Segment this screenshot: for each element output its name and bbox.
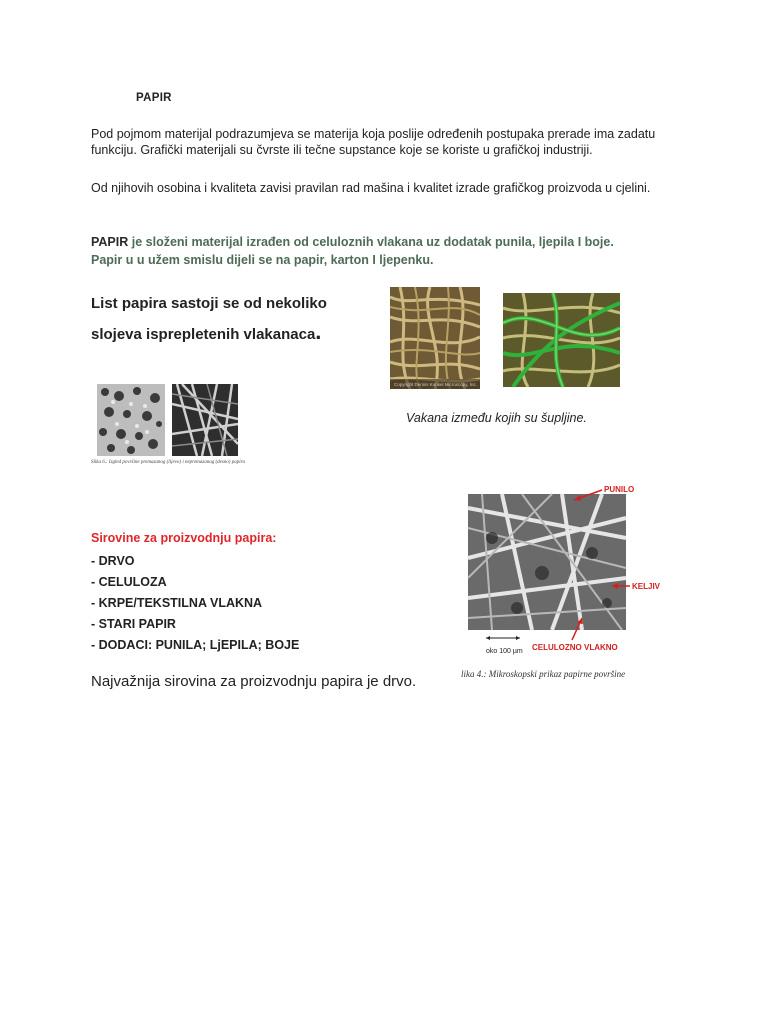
sirovine-title: Sirovine za proizvodnju papira: <box>91 531 277 545</box>
list-item: - DRVO <box>91 554 135 568</box>
papir-types-line: Papir u u užem smislu dijeli se na papir, karton I ljepenku. <box>91 253 434 268</box>
uncoated-paper-image <box>172 384 238 456</box>
list-item: - KRPE/TEKSTILNA VLAKNA <box>91 596 263 610</box>
list-papira-dot: . <box>315 319 322 344</box>
intro-line-2: funkciju. Grafički materijali su čvrste ili tečne supstance koje se koriste u grafičkoj industriji. <box>91 143 593 158</box>
fiber-caption: Vakana između kojih su šupljine. <box>406 411 587 425</box>
intro-line-1: Pod pojmom materijal podrazumjeva se materija koja poslije određenih postupaka prerade ima zadatu <box>91 127 656 141</box>
scale-label: oko 100 µm <box>486 648 523 655</box>
intro-paragraph-2: Od njihovih osobina i kvaliteta zavisi pravilan rad mašina i kvalitet izrade grafičkog proizvoda u cjelini. <box>91 181 651 195</box>
fiber-image-watermark: Copyright Dennis Kunkel Microscopy, Inc. <box>394 382 477 387</box>
microscope-caption: lika 4.: Mikroskopski prikaz papirne površine <box>461 669 626 679</box>
sirovine-list <box>91 551 299 656</box>
page-title: PAPIR <box>136 92 172 104</box>
fiber-image-tan <box>390 287 480 389</box>
coated-paper-image <box>97 384 165 456</box>
label-celulozno-vlakno: CELULOZNO VLAKNO <box>532 643 618 652</box>
intro-paragraph <box>91 126 691 159</box>
list-item: - CELULOZA <box>91 575 167 589</box>
list-item: - DODACI: PUNILA; LjEPILA; BOJE <box>91 638 300 652</box>
papir-definition <box>91 233 691 269</box>
list-papira-text <box>91 288 327 350</box>
papir-definition-text: je složeni materijal izrađen od celuloznih vlakana uz dodatak punila, ljepila I boje. <box>128 235 614 249</box>
list-item: - STARI PAPIR <box>91 617 176 631</box>
small-image-caption: Slika 6.: Izgled površine premazanog (lijevo) i nepremazanog (desno) papira <box>91 460 246 465</box>
list-papira-line-1: List papira sastoji se od nekoliko <box>91 295 327 312</box>
label-keljivo: KELJIV <box>632 582 661 591</box>
label-punilo: PUNILO <box>604 485 635 494</box>
microscope-image <box>462 478 662 686</box>
najvaznija-sirovina: Najvažnija sirovina za proizvodnju papira je drvo. <box>91 673 417 690</box>
fiber-image-green <box>503 293 620 387</box>
papir-lead: PAPIR <box>91 235 129 249</box>
list-papira-line-2: slojeva isprepletenih vlakanaca <box>91 326 316 343</box>
